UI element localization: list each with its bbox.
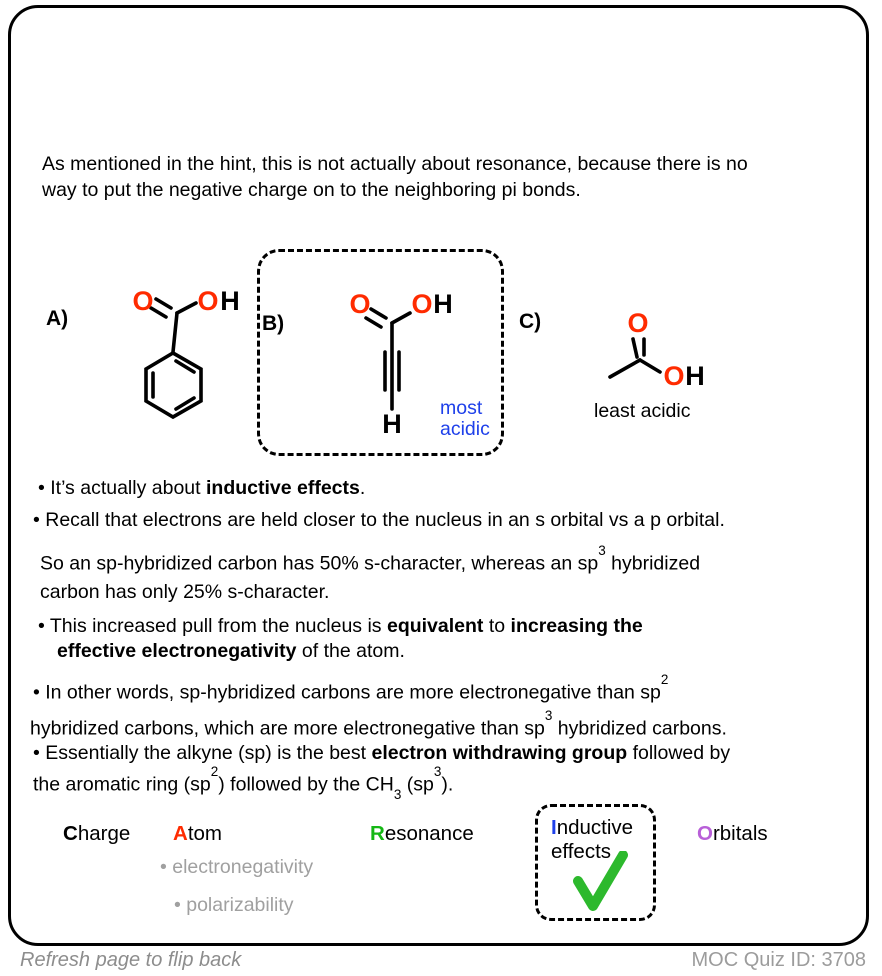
bullet-bold-text: increasing the <box>510 615 643 637</box>
bullet-text: to <box>483 615 511 637</box>
bullet-text: • This increased pull from the nucleus is <box>38 615 387 637</box>
bullet-text: hybridized <box>605 552 701 575</box>
bullet-text: ). <box>441 773 454 796</box>
mnemonic-resonance <box>370 822 474 846</box>
intro-line-2: way to put the negative charge on to the neighboring pi bonds. <box>42 178 581 201</box>
hydroxyl-hydrogen-label: H <box>433 289 453 319</box>
card-frame <box>8 5 869 946</box>
bullet-text: • In other words, sp-hybridized carbons are more electronegative than sp <box>33 681 661 704</box>
mnemonic-first-letter: R <box>370 822 385 845</box>
hydroxyl-oxygen-label: O <box>411 289 433 319</box>
bullet-text: • Essentially the alkyne (sp) is the best <box>33 742 372 764</box>
bullet-text: • It’s actually about <box>38 477 206 499</box>
structure-b-label: B) <box>262 312 285 335</box>
mnemonic-rest: rbitals <box>712 822 768 845</box>
mnemonic-first-letter: O <box>697 822 713 845</box>
bullet-inductive-effects <box>38 477 365 500</box>
checkmark-icon <box>572 851 630 913</box>
flip-hint: Refresh page to flip back <box>20 949 242 971</box>
bond <box>392 313 410 323</box>
superscript: 2 <box>210 764 219 779</box>
mnemonic-first-letter: C <box>63 822 78 845</box>
mnemonic-line <box>551 816 633 840</box>
bullet-bold-text: effective electronegativity <box>57 640 297 662</box>
hydroxyl-hydrogen-label: H <box>685 361 705 391</box>
atom-sub-bullet-polarizability: • polarizability <box>174 894 294 916</box>
structure-a-label: A) <box>46 307 69 330</box>
bullet-text: . <box>359 477 366 499</box>
superscript: 3 <box>598 543 606 558</box>
superscript: 3 <box>544 707 553 723</box>
superscript: 2 <box>660 672 669 687</box>
mnemonic-charge <box>63 822 130 846</box>
alkyne-hydrogen-label: H <box>382 409 402 439</box>
bullet-ewg <box>33 740 730 804</box>
mnemonic-atom <box>173 822 222 846</box>
bullet-line <box>40 544 700 578</box>
bond <box>173 313 177 352</box>
bullet-text: (sp <box>401 773 434 796</box>
mnemonic-rest: tom <box>187 822 222 845</box>
mnemonic-rest: harge <box>77 822 131 845</box>
bullet-bold-text: inductive effects <box>205 477 360 499</box>
bullet-text: hybridized carbons. <box>552 717 727 739</box>
atom-sub-bullet-electronegativity: • electronegativity <box>160 856 314 878</box>
mnemonic-line: effects <box>551 840 612 863</box>
oxygen-atom-label: O <box>627 308 649 338</box>
benzoic-acid-structure <box>118 279 263 431</box>
bond <box>366 318 381 327</box>
bullet-text: ) followed by the CH <box>218 773 394 796</box>
mnemonic-first-letter: A <box>173 822 188 845</box>
hydroxyl-oxygen-label: O <box>197 286 219 316</box>
bullet-text: hybridized carbons, which are more electronegative than sp <box>30 717 545 739</box>
most-acidic-annotation: most acidic <box>440 397 490 440</box>
subscript: 3 <box>393 787 402 803</box>
bullet-line <box>30 708 727 744</box>
hydroxyl-hydrogen-label: H <box>220 286 240 316</box>
mnemonic-rest: esonance <box>384 822 474 845</box>
least-acidic-annotation: least acidic <box>594 400 691 422</box>
bullet-line <box>33 740 730 766</box>
intro-paragraph <box>42 152 748 203</box>
bullet-line: carbon has only 25% s-character. <box>40 580 330 603</box>
bullet-electronegativity <box>38 614 643 664</box>
structure-c-label: C) <box>519 310 542 333</box>
bullet-text: So an sp-hybridized carbon has 50% s-character, whereas an sp <box>40 552 599 575</box>
mnemonic-first-letter: I <box>551 816 557 839</box>
bullet-line <box>38 639 643 664</box>
hydroxyl-oxygen-label: O <box>663 361 685 391</box>
bond <box>371 309 386 318</box>
intro-line-1: As mentioned in the hint, this is not actually about resonance, because there is no <box>42 153 748 175</box>
mnemonic-orbitals <box>697 822 768 846</box>
bullet-line <box>33 766 730 804</box>
bullet-text: followed by <box>627 742 731 764</box>
bond <box>156 299 171 308</box>
superscript: 3 <box>433 764 442 779</box>
bond <box>177 303 196 313</box>
bullet-text: of the atom. <box>296 640 405 662</box>
bullet-bold-text: equivalent <box>386 615 484 637</box>
bond <box>633 339 637 357</box>
mnemonic-rest: nductive <box>556 816 634 839</box>
quiz-id: MOC Quiz ID: 3708 <box>691 949 866 971</box>
bullet-in-other-words <box>30 672 727 743</box>
acetic-acid-structure <box>586 299 711 394</box>
bullet-bold-text: electron withdrawing group <box>371 742 628 764</box>
bullet-s-orbital: • Recall that electrons are held closer to the nucleus in an s orbital vs a p orbital. <box>33 509 725 531</box>
bullet-line <box>33 672 727 708</box>
mnemonic-inductive-box <box>535 804 656 921</box>
bond <box>640 360 660 372</box>
bond <box>610 360 640 377</box>
bullet-text: the aromatic ring (sp <box>33 773 211 796</box>
oxygen-atom-label: O <box>132 286 154 316</box>
bullet-s-character <box>40 544 700 606</box>
oxygen-atom-label: O <box>349 289 371 319</box>
bullet-line <box>38 614 643 639</box>
